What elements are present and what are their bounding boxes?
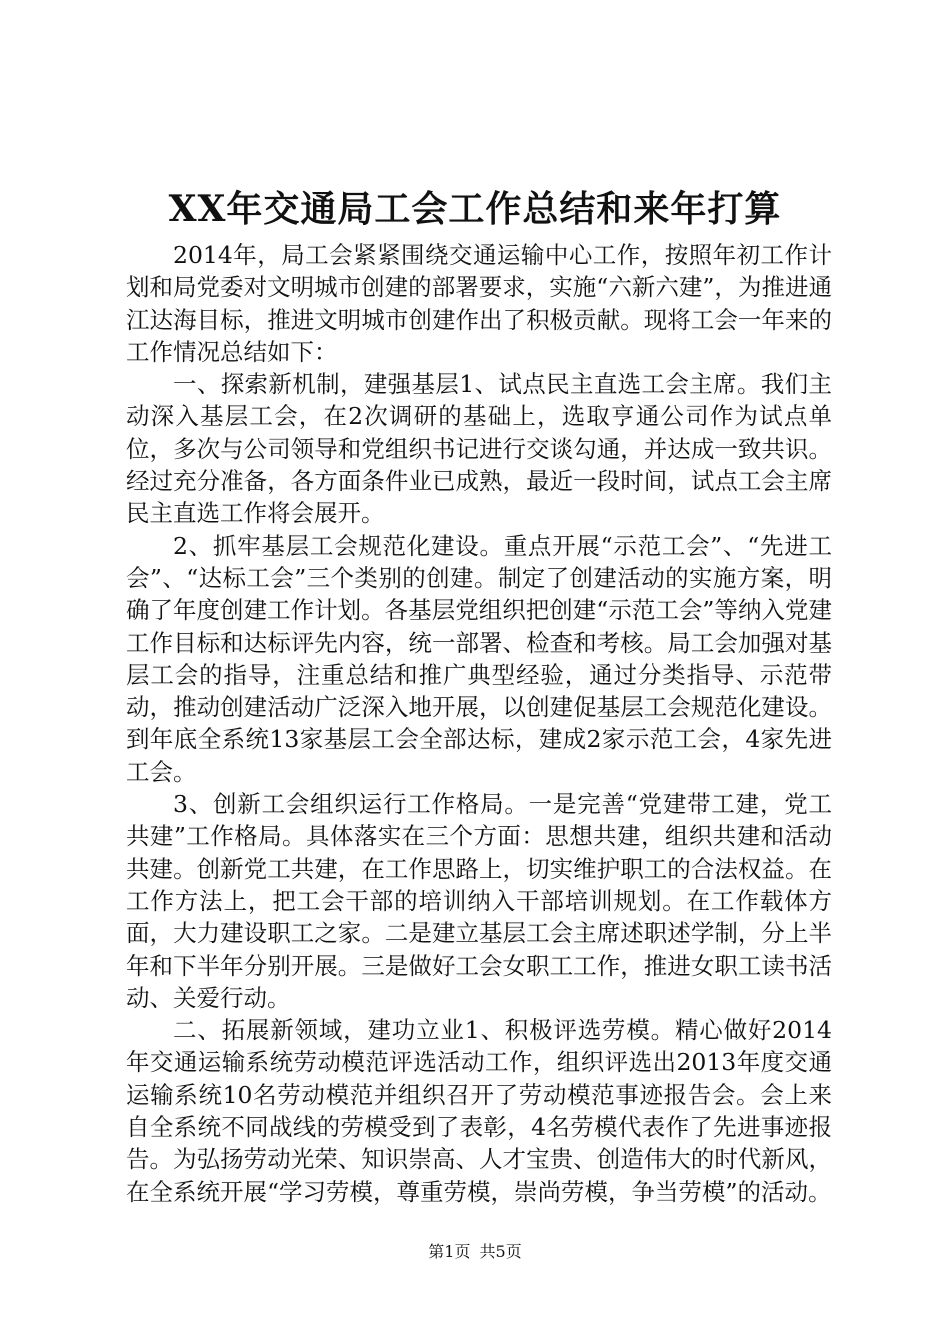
- document-body: [126, 239, 832, 1208]
- paragraph-section-1-item-1: 一、探索新机制，建强基层1、试点民主直选工会主席。我们主动深入基层工会，在2次调研的基础上，选取亨通公司作为试点单位，多次与公司领导和党组织书记进行交谈勾通，并达成一致共识。经过充分准备，各方面条件业已成熟，最近一段时间，试点工会主席民主直选工作将会展开。: [126, 370, 832, 528]
- paragraph-section-1-item-2: 2、抓牢基层工会规范化建设。重点开展“示范工会”、“先进工会”、“达标工会”三个类别的创建。制定了创建活动的实施方案，明确了年度创建工作计划。各基层党组织把创建“示范工会”等纳入党建工作目标和达标评先内容，统一部署、检查和考核。局工会加强对基层工会的指导，注重总结和推广典型经验，通过分类指导、示范带动，推动创建活动广泛深入地开展，以创建促基层工会规范化建设。到年底全系统13家基层工会全部达标，建成2家示范工会，4家先进工会。: [126, 531, 832, 786]
- paragraph-section-2-item-1: 二、拓展新领域，建功立业1、积极评选劳模。精心做好2014年交通运输系统劳动模范评选活动工作，组织评选出2013年度交通运输系统10名劳动模范并组织召开了劳动模范事迹报告会。会上来自全系统不同战线的劳模受到了表彰，4名劳模代表作了先进事迹报告。为弘扬劳动光荣、知识崇高、人才宝贵、创造伟大的时代新风，在全系统开展“学习劳模，尊重劳模，崇尚劳模，争当劳模”的活动。: [126, 1016, 832, 1206]
- paragraph-intro: 2014年，局工会紧紧围绕交通运输中心工作，按照年初工作计划和局党委对文明城市创建的部署要求，实施“六新六建”，为推进通江达海目标，推进文明城市创建作出了积极贡献。现将工会一年来的工作情况总结如下：: [126, 241, 832, 366]
- document-title: XX年交通局工会工作总结和来年打算: [168, 188, 782, 230]
- paragraph-section-1-item-3: 3、创新工会组织运行工作格局。一是完善“党建带工建，党工共建”工作格局。具体落实在三个方面：思想共建，组织共建和活动共建。创新党工共建，在工作思路上，切实维护职工的合法权益。在工作方法上，把工会干部的培训纳入干部培训规划。在工作载体方面，大力建设职工之家。二是建立基层工会主席述职述学制，分上半年和下半年分别开展。三是做好工会女职工工作，推进女职工读书活动、关爱行动。: [126, 790, 832, 1012]
- page-footer: [0, 1241, 950, 1263]
- page-number: 第1页: [428, 1242, 471, 1261]
- page-total: 共5页: [479, 1242, 522, 1261]
